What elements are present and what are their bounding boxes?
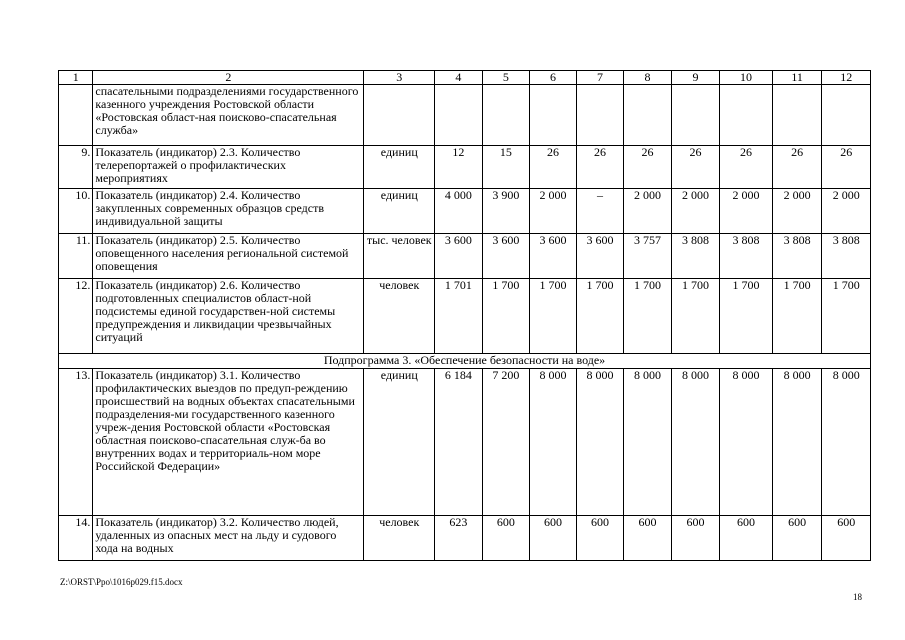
- indicator-value: 1 700: [671, 279, 720, 354]
- indicator-value: 26: [671, 146, 720, 189]
- indicator-value: [530, 85, 577, 146]
- file-path-footer: Z:\ORST\Ppo\1016p029.f15.docx: [60, 577, 183, 587]
- column-header: 6: [530, 71, 577, 85]
- indicator-value: 1 700: [482, 279, 530, 354]
- table-row: [59, 369, 871, 516]
- row-number: 10.: [59, 189, 93, 234]
- indicator-value: 26: [772, 146, 822, 189]
- indicator-value: –: [576, 189, 624, 234]
- unit-of-measure: тыс. человек: [364, 234, 435, 279]
- indicators-table: [58, 70, 871, 561]
- indicator-value: 3 600: [530, 234, 577, 279]
- indicator-value: 8 000: [530, 369, 577, 516]
- subprogram-title: Подпрограмма 3. «Обеспечение безопасности на воде»: [59, 354, 871, 369]
- indicator-value: 600: [624, 516, 672, 561]
- indicator-value: 2 000: [671, 189, 720, 234]
- indicator-value: 2 000: [720, 189, 773, 234]
- indicator-value: [671, 85, 720, 146]
- indicator-value: 26: [530, 146, 577, 189]
- subprogram-row: [59, 354, 871, 369]
- indicator-value: 1 700: [822, 279, 871, 354]
- indicator-value: 600: [720, 516, 773, 561]
- indicator-value: 3 600: [482, 234, 530, 279]
- row-number: 13.: [59, 369, 93, 516]
- indicator-value: 3 757: [624, 234, 672, 279]
- indicator-value: 26: [624, 146, 672, 189]
- row-number: 11.: [59, 234, 93, 279]
- indicator-value: 8 000: [772, 369, 822, 516]
- indicator-value: [772, 85, 822, 146]
- row-number: 14.: [59, 516, 93, 561]
- indicator-value: 1 700: [772, 279, 822, 354]
- row-number: [59, 85, 93, 146]
- indicator-value: 1 700: [576, 279, 624, 354]
- column-header: 3: [364, 71, 435, 85]
- page-number: 18: [853, 592, 862, 602]
- row-number: 9.: [59, 146, 93, 189]
- column-header: 9: [671, 71, 720, 85]
- indicator-value: 15: [482, 146, 530, 189]
- indicator-description: Показатель (индикатор) 3.1. Количество профилактических выездов по предуп-реждению происшествий на водных объектах спасательными подразделения-ми государственного казенного учреж-дения Ростовской области «Ростовская областная поисково-спасательная служ-ба во внутренних водах и территориаль-ном море Российской Федерации»: [93, 369, 364, 516]
- column-header: 8: [624, 71, 672, 85]
- indicator-value: 2 000: [822, 189, 871, 234]
- indicator-description: Показатель (индикатор) 2.4. Количество закупленных современных образцов средств индивидуальной защиты: [93, 189, 364, 234]
- unit-of-measure: единиц: [364, 189, 435, 234]
- indicator-value: 6 184: [435, 369, 483, 516]
- indicator-value: 3 600: [435, 234, 483, 279]
- column-header: 11: [772, 71, 822, 85]
- indicator-value: 12: [435, 146, 483, 189]
- indicator-value: 600: [822, 516, 871, 561]
- indicator-value: 8 000: [624, 369, 672, 516]
- column-header: 4: [435, 71, 483, 85]
- indicator-value: 1 700: [720, 279, 773, 354]
- indicator-value: 26: [822, 146, 871, 189]
- unit-of-measure: единиц: [364, 146, 435, 189]
- indicator-value: 3 808: [772, 234, 822, 279]
- indicator-value: 1 700: [530, 279, 577, 354]
- indicator-value: 3 808: [671, 234, 720, 279]
- indicator-value: 1 701: [435, 279, 483, 354]
- indicator-description: Показатель (индикатор) 2.5. Количество оповещенного населения региональной системой оповещения: [93, 234, 364, 279]
- indicator-description: Показатель (индикатор) 2.3. Количество телерепортажей о профилактических мероприятиях: [93, 146, 364, 189]
- column-number-header-row: [59, 71, 871, 85]
- indicator-value: 3 808: [720, 234, 773, 279]
- indicator-value: [435, 85, 483, 146]
- indicator-value: 8 000: [720, 369, 773, 516]
- unit-of-measure: единиц: [364, 369, 435, 516]
- indicator-value: [576, 85, 624, 146]
- indicator-value: 4 000: [435, 189, 483, 234]
- unit-of-measure: человек: [364, 279, 435, 354]
- table-row: [59, 234, 871, 279]
- column-header: 2: [93, 71, 364, 85]
- table-row: [59, 189, 871, 234]
- row-number: 12.: [59, 279, 93, 354]
- indicator-value: [482, 85, 530, 146]
- indicator-value: 26: [576, 146, 624, 189]
- table-row: [59, 146, 871, 189]
- table-row: [59, 85, 871, 146]
- table-body: [59, 71, 871, 561]
- indicator-value: 2 000: [772, 189, 822, 234]
- indicator-value: 8 000: [822, 369, 871, 516]
- column-header: 12: [822, 71, 871, 85]
- indicator-value: 7 200: [482, 369, 530, 516]
- indicator-description: спасательными подразделениями государственного казенного учреждения Ростовской области «Ростовская област-ная поисково-спасательная служба»: [93, 85, 364, 146]
- indicator-value: 8 000: [671, 369, 720, 516]
- indicator-value: 2 000: [530, 189, 577, 234]
- indicator-value: 26: [720, 146, 773, 189]
- indicator-value: 600: [576, 516, 624, 561]
- indicator-description: Показатель (индикатор) 3.2. Количество людей, удаленных из опасных мест на льду и судового хода на водных: [93, 516, 364, 561]
- indicator-value: 8 000: [576, 369, 624, 516]
- table-row: [59, 516, 871, 561]
- indicator-value: [822, 85, 871, 146]
- column-header: 1: [59, 71, 93, 85]
- indicator-value: 3 900: [482, 189, 530, 234]
- indicator-value: 1 700: [624, 279, 672, 354]
- indicator-value: 623: [435, 516, 483, 561]
- column-header: 7: [576, 71, 624, 85]
- indicator-value: 3 808: [822, 234, 871, 279]
- indicator-value: 3 600: [576, 234, 624, 279]
- unit-of-measure: человек: [364, 516, 435, 561]
- indicator-value: 600: [530, 516, 577, 561]
- column-header: 10: [720, 71, 773, 85]
- indicator-value: [624, 85, 672, 146]
- column-header: 5: [482, 71, 530, 85]
- indicator-value: 600: [671, 516, 720, 561]
- indicator-value: 600: [772, 516, 822, 561]
- table-row: [59, 279, 871, 354]
- unit-of-measure: [364, 85, 435, 146]
- indicator-value: [720, 85, 773, 146]
- indicator-value: 2 000: [624, 189, 672, 234]
- indicator-description: Показатель (индикатор) 2.6. Количество подготовленных специалистов област-ной подсистемы единой государствен-ной системы предупреждения и ликвидации чрезвычайных ситуаций: [93, 279, 364, 354]
- indicator-value: 600: [482, 516, 530, 561]
